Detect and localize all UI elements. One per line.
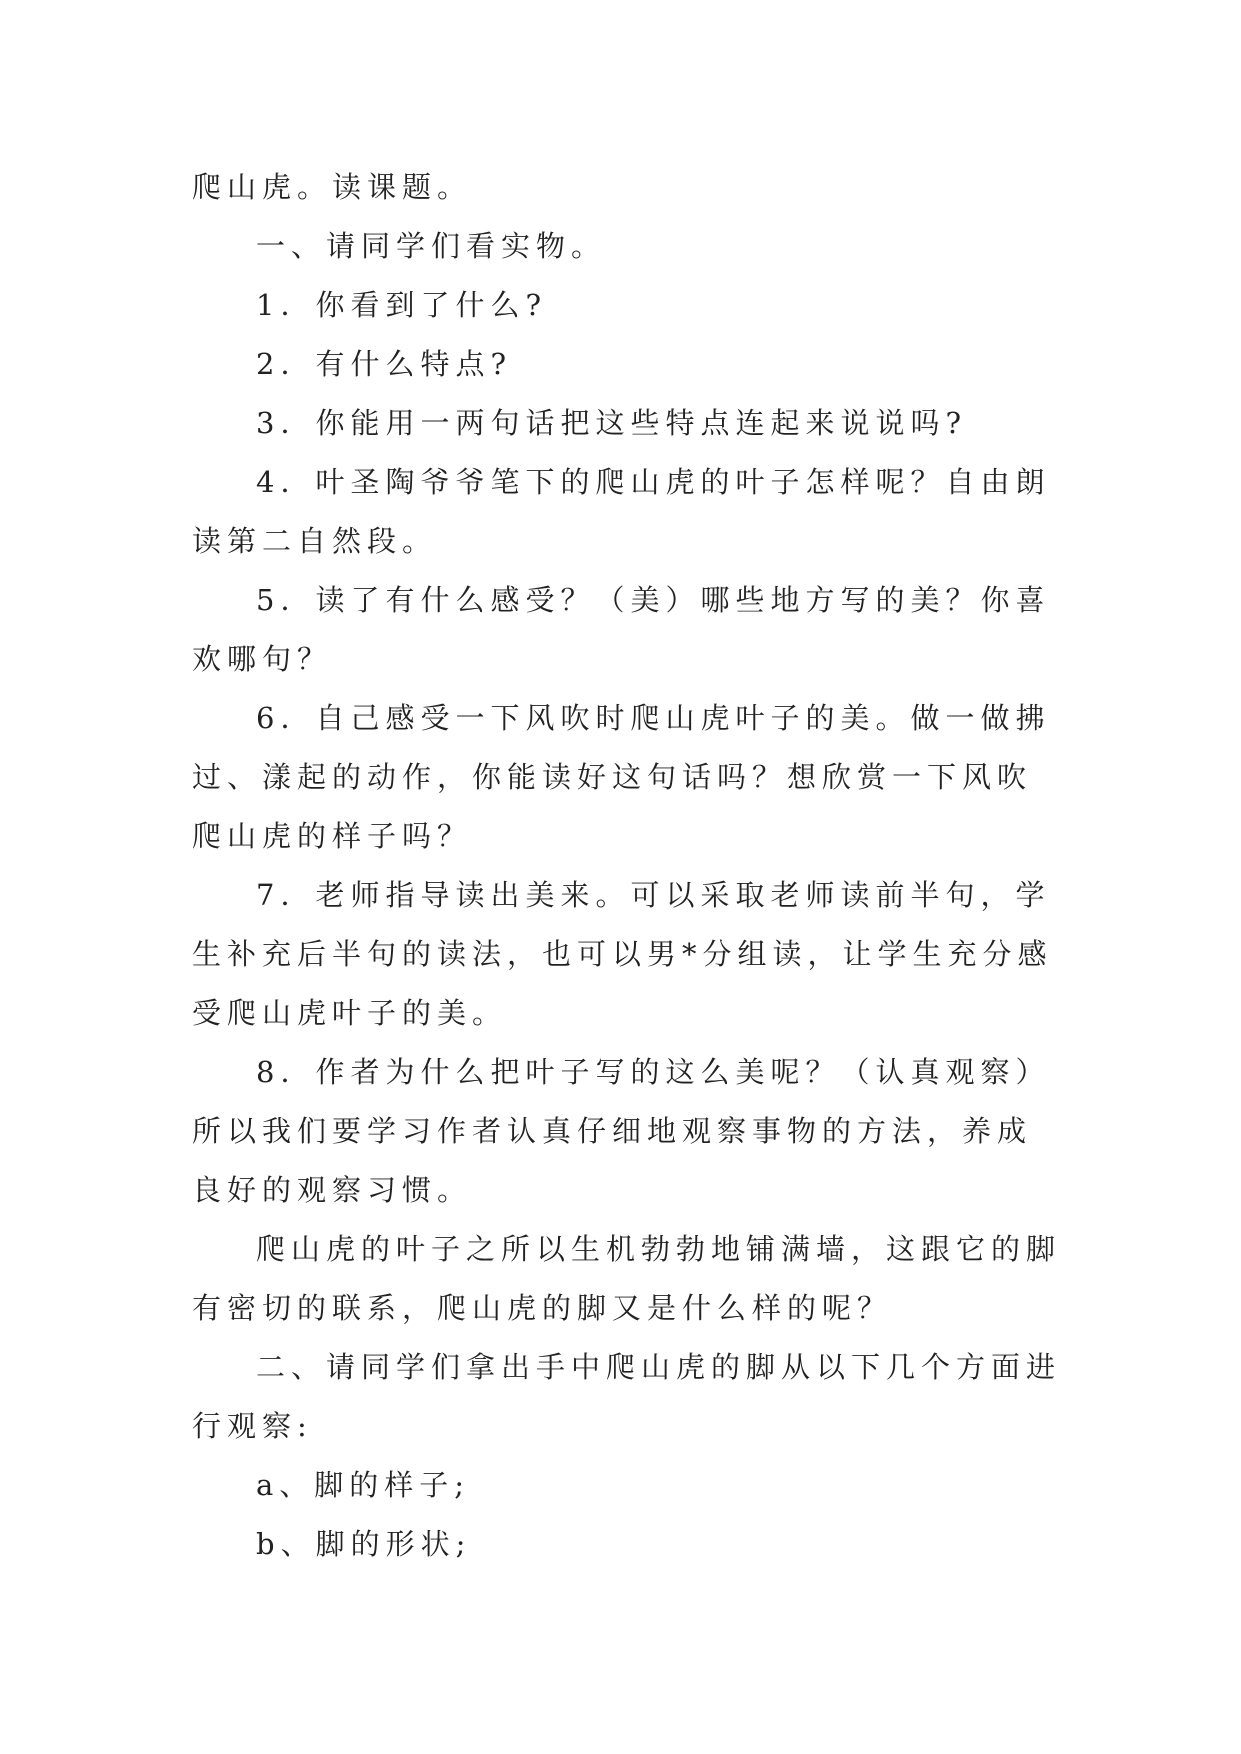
paragraph-transition: 爬山虎的叶子之所以生机勃勃地铺满墙，这跟它的脚有密切的联系，爬山虎的脚又是什么样的呢？	[192, 1232, 1062, 1325]
paragraph-section-one: 一、请同学们看实物。	[256, 229, 607, 263]
paragraph-lesson-title: 爬山虎。读课题。	[192, 170, 473, 204]
paragraph-item-a: a、脚的样子;	[256, 1468, 471, 1502]
paragraph-question-8: 8．作者为什么把叶子写的这么美呢？（认真观察）所以我们要学习作者认真仔细地观察事物的方法，养成良好的观察习惯。	[192, 1055, 1051, 1207]
paragraph-question-5: 5．读了有什么感受？（美）哪些地方写的美？你喜欢哪句？	[192, 583, 1051, 676]
document-body	[192, 158, 1066, 1574]
paragraph-question-1: 1．你看到了什么?	[256, 288, 547, 322]
paragraph-question-2: 2．有什么特点?	[256, 347, 512, 381]
paragraph-question-4: 4．叶圣陶爷爷笔下的爬山虎的叶子怎样呢？自由朗读第二自然段。	[192, 465, 1051, 558]
paragraph-section-two: 二、请同学们拿出手中爬山虎的脚从以下几个方面进行观察:	[192, 1350, 1062, 1443]
paragraph-item-b: b、脚的形状;	[256, 1527, 472, 1561]
paragraph-question-3: 3．你能用一两句话把这些特点连起来说说吗?	[256, 406, 967, 440]
paragraph-question-6: 6．自己感受一下风吹时爬山虎叶子的美。做一做拂过、漾起的动作，你能读好这句话吗？想欣赏一下风吹爬山虎的样子吗？	[192, 701, 1051, 853]
paragraph-question-7: 7．老师指导读出美来。可以采取老师读前半句，学生补充后半句的读法，也可以男*分组读，让学生充分感受爬山虎叶子的美。	[192, 878, 1053, 1030]
